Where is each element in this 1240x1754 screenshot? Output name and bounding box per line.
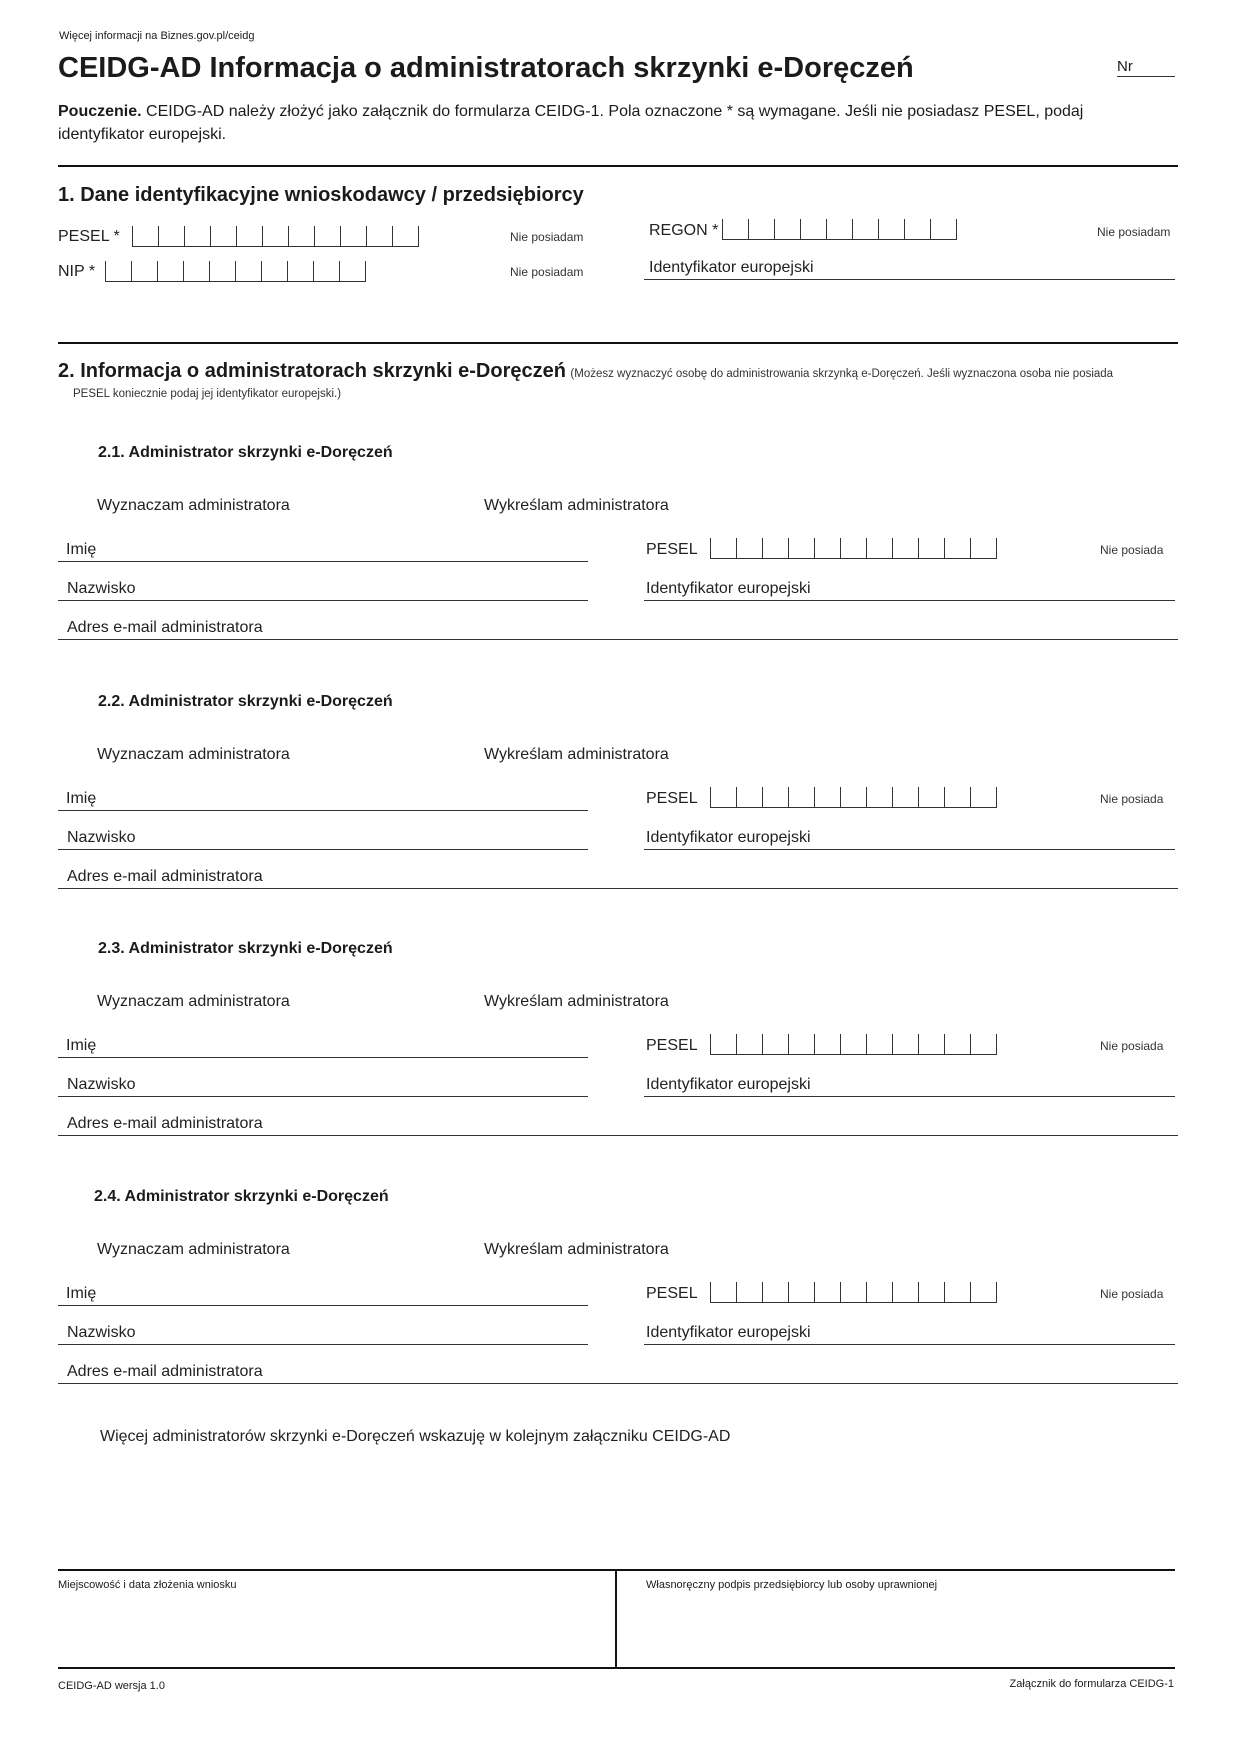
digit-box[interactable]: [789, 1282, 815, 1302]
pesel-label: PESEL: [646, 1285, 698, 1302]
email-input[interactable]: [58, 639, 1178, 640]
digit-box[interactable]: [893, 538, 919, 558]
digit-box[interactable]: [841, 538, 867, 558]
digit-box[interactable]: [971, 1034, 997, 1054]
digit-box[interactable]: [367, 226, 393, 246]
digit-box[interactable]: [237, 226, 263, 246]
no-pesel-option[interactable]: Nie posiada: [1100, 1039, 1164, 1053]
digit-box[interactable]: [815, 787, 841, 807]
digit-box[interactable]: [971, 1282, 997, 1302]
digit-box[interactable]: [919, 1034, 945, 1054]
appoint-admin-option[interactable]: Wyznaczam administratora: [97, 993, 290, 1010]
digit-box[interactable]: [945, 1282, 971, 1302]
last-name-label: Nazwisko: [67, 580, 136, 597]
digit-box[interactable]: [945, 538, 971, 558]
section1-title: 1. Dane identyfikacyjne wnioskodawcy / przedsiębiorcy: [58, 184, 584, 206]
digit-box[interactable]: [893, 1034, 919, 1054]
digit-box[interactable]: [210, 261, 236, 281]
pesel-input[interactable]: [710, 1282, 997, 1303]
eu-id-label: Identyfikator europejski: [649, 259, 814, 276]
no-pesel-option[interactable]: Nie posiada: [1100, 543, 1164, 557]
remove-admin-option[interactable]: Wykreślam administratora: [484, 993, 669, 1010]
pesel-label: PESEL *: [58, 228, 120, 245]
digit-box[interactable]: [971, 538, 997, 558]
digit-box[interactable]: [340, 261, 366, 281]
last-name-input[interactable]: [58, 849, 588, 850]
digit-box[interactable]: [905, 219, 931, 239]
no-pesel-option[interactable]: Nie posiada: [1100, 1287, 1164, 1301]
nr-field[interactable]: [1117, 58, 1175, 77]
digit-box[interactable]: [262, 261, 288, 281]
remove-admin-option[interactable]: Wykreślam administratora: [484, 497, 669, 514]
digit-box[interactable]: [185, 226, 211, 246]
first-name-input[interactable]: [58, 1057, 588, 1058]
digit-box[interactable]: [763, 1034, 789, 1054]
more-admins-option[interactable]: Więcej administratorów skrzynki e-Doręczeń wskazuję w kolejnym załączniku CEIDG-AD: [100, 1428, 731, 1445]
digit-box[interactable]: [711, 1034, 737, 1054]
first-name-input[interactable]: [58, 1305, 588, 1306]
digit-box[interactable]: [893, 1282, 919, 1302]
remove-admin-option[interactable]: Wykreślam administratora: [484, 746, 669, 763]
notice-bold: Pouczenie.: [58, 103, 142, 120]
regon-label: REGON *: [649, 222, 719, 239]
digit-box[interactable]: [775, 219, 801, 239]
last-name-input[interactable]: [58, 1096, 588, 1097]
digit-box[interactable]: [919, 787, 945, 807]
digit-box[interactable]: [867, 1034, 893, 1054]
eu-id-label: Identyfikator europejski: [646, 829, 811, 846]
digit-box[interactable]: [801, 219, 827, 239]
first-name-label: Imię: [66, 1285, 97, 1302]
regon-input[interactable]: [722, 219, 957, 240]
digit-box[interactable]: [159, 226, 185, 246]
place-date-label: Miejscowość i data złożenia wniosku: [58, 1579, 237, 1591]
digit-box[interactable]: [341, 226, 367, 246]
no-pesel-option[interactable]: Nie posiadam: [510, 230, 584, 244]
appoint-admin-option[interactable]: Wyznaczam administratora: [97, 1241, 290, 1258]
appoint-admin-option[interactable]: Wyznaczam administratora: [97, 497, 290, 514]
first-name-label: Imię: [66, 790, 97, 807]
digit-box[interactable]: [971, 787, 997, 807]
last-name-label: Nazwisko: [67, 1076, 136, 1093]
no-pesel-option[interactable]: Nie posiada: [1100, 792, 1164, 806]
section2-title: 2. Informacja o administratorach skrzynki e-Doręczeń: [58, 360, 566, 382]
digit-box[interactable]: [867, 787, 893, 807]
digit-box[interactable]: [711, 1282, 737, 1302]
digit-box[interactable]: [314, 261, 340, 281]
first-name-label: Imię: [66, 1037, 97, 1054]
email-label: Adres e-mail administratora: [67, 1363, 263, 1380]
digit-box[interactable]: [945, 1034, 971, 1054]
section2-header: [58, 360, 1178, 385]
digit-box[interactable]: [841, 1282, 867, 1302]
pesel-input[interactable]: [710, 1034, 997, 1055]
digit-box[interactable]: [737, 538, 763, 558]
place-date-field[interactable]: [58, 1596, 610, 1664]
digit-box[interactable]: [789, 1034, 815, 1054]
admin-heading: 2.1. Administrator skrzynki e-Doręczeń: [98, 444, 393, 461]
first-name-label: Imię: [66, 541, 97, 558]
pesel-input[interactable]: [710, 538, 997, 559]
digit-box[interactable]: [841, 1034, 867, 1054]
digit-box[interactable]: [236, 261, 262, 281]
digit-box[interactable]: [393, 226, 419, 246]
admin-heading: 2.3. Administrator skrzynki e-Doręczeń: [98, 940, 393, 957]
last-name-label: Nazwisko: [67, 829, 136, 846]
digit-box[interactable]: [919, 1282, 945, 1302]
first-name-input[interactable]: [58, 810, 588, 811]
digit-box[interactable]: [853, 219, 879, 239]
last-name-input[interactable]: [58, 600, 588, 601]
attachment-label: Załącznik do formularza CEIDG-1: [1009, 1678, 1174, 1690]
digit-box[interactable]: [919, 538, 945, 558]
digit-box[interactable]: [815, 1034, 841, 1054]
eu-id-input[interactable]: [644, 1344, 1175, 1345]
digit-box[interactable]: [867, 538, 893, 558]
digit-box[interactable]: [827, 219, 853, 239]
digit-box[interactable]: [789, 538, 815, 558]
pesel-input[interactable]: [132, 226, 419, 247]
digit-box[interactable]: [723, 219, 749, 239]
digit-box[interactable]: [815, 1282, 841, 1302]
email-input[interactable]: [58, 1383, 1178, 1384]
digit-box[interactable]: [737, 1034, 763, 1054]
eu-id-label: Identyfikator europejski: [646, 1324, 811, 1341]
email-input[interactable]: [58, 1135, 1178, 1136]
signature-divider: [615, 1570, 617, 1667]
appoint-admin-option[interactable]: Wyznaczam administratora: [97, 746, 290, 763]
digit-box[interactable]: [263, 226, 289, 246]
divider: [58, 1667, 1175, 1669]
pesel-label: PESEL: [646, 790, 698, 807]
nip-input[interactable]: [105, 261, 366, 282]
admin-heading: 2.4. Administrator skrzynki e-Doręczeń: [94, 1188, 389, 1205]
digit-box[interactable]: [841, 787, 867, 807]
divider: [58, 342, 1178, 344]
digit-box[interactable]: [133, 226, 159, 246]
notice-text: CEIDG-AD należy złożyć jako załącznik do formularza CEIDG-1. Pola oznaczone * są wymagane. Jeśli nie posiadasz PESEL, podaj: [146, 103, 1084, 120]
digit-box[interactable]: [815, 538, 841, 558]
digit-box[interactable]: [893, 787, 919, 807]
digit-box[interactable]: [737, 1282, 763, 1302]
eu-id-label: Identyfikator europejski: [646, 1076, 811, 1093]
first-name-input[interactable]: [58, 561, 588, 562]
section2-note: (Możesz wyznaczyć osobę do administrowania skrzynką e-Doręczeń. Jeśli wyznaczona osoba nie posiada: [570, 368, 1114, 380]
last-name-input[interactable]: [58, 1344, 588, 1345]
pesel-label: PESEL: [646, 541, 698, 558]
digit-box[interactable]: [289, 226, 315, 246]
digit-box[interactable]: [789, 787, 815, 807]
no-nip-option[interactable]: Nie posiadam: [510, 265, 584, 279]
divider: [58, 165, 1178, 167]
email-label: Adres e-mail administratora: [67, 1115, 263, 1132]
section2-note-2: PESEL koniecznie podaj jej identyfikator europejski.): [73, 388, 342, 400]
digit-box[interactable]: [711, 787, 737, 807]
digit-box[interactable]: [931, 219, 957, 239]
signature-label: Własnoręczny podpis przedsiębiorcy lub osoby uprawnionej: [646, 1579, 938, 1591]
digit-box[interactable]: [867, 1282, 893, 1302]
page-title: CEIDG-AD Informacja o administratorach skrzynki e-Doręczeń: [58, 52, 914, 84]
info-link[interactable]: Więcej informacji na Biznes.gov.pl/ceidg: [59, 30, 255, 42]
email-input[interactable]: [58, 888, 1178, 889]
notice: [58, 100, 1178, 146]
digit-box[interactable]: [749, 219, 775, 239]
nip-label: NIP *: [58, 263, 96, 280]
digit-box[interactable]: [945, 787, 971, 807]
form-version: CEIDG-AD wersja 1.0: [58, 1680, 165, 1692]
digit-box[interactable]: [106, 261, 132, 281]
admin-heading: 2.2. Administrator skrzynki e-Doręczeń: [98, 693, 393, 710]
digit-box[interactable]: [315, 226, 341, 246]
no-regon-option[interactable]: Nie posiadam: [1097, 225, 1171, 239]
last-name-label: Nazwisko: [67, 1324, 136, 1341]
digit-box[interactable]: [211, 226, 237, 246]
signature-field[interactable]: [620, 1596, 1175, 1664]
digit-box[interactable]: [288, 261, 314, 281]
pesel-label: PESEL: [646, 1037, 698, 1054]
digit-box[interactable]: [763, 1282, 789, 1302]
digit-box[interactable]: [763, 538, 789, 558]
eu-id-input[interactable]: [644, 1096, 1175, 1097]
digit-box[interactable]: [711, 538, 737, 558]
digit-box[interactable]: [763, 787, 789, 807]
notice-text-2: identyfikator europejski.: [58, 126, 227, 143]
eu-id-input[interactable]: [644, 279, 1175, 280]
email-label: Adres e-mail administratora: [67, 868, 263, 885]
digit-box[interactable]: [184, 261, 210, 281]
digit-box[interactable]: [737, 787, 763, 807]
pesel-input[interactable]: [710, 787, 997, 808]
digit-box[interactable]: [158, 261, 184, 281]
digit-box[interactable]: [879, 219, 905, 239]
nr-label: Nr: [1117, 58, 1133, 75]
remove-admin-option[interactable]: Wykreślam administratora: [484, 1241, 669, 1258]
eu-id-label: Identyfikator europejski: [646, 580, 811, 597]
digit-box[interactable]: [132, 261, 158, 281]
eu-id-input[interactable]: [644, 600, 1175, 601]
email-label: Adres e-mail administratora: [67, 619, 263, 636]
eu-id-input[interactable]: [644, 849, 1175, 850]
